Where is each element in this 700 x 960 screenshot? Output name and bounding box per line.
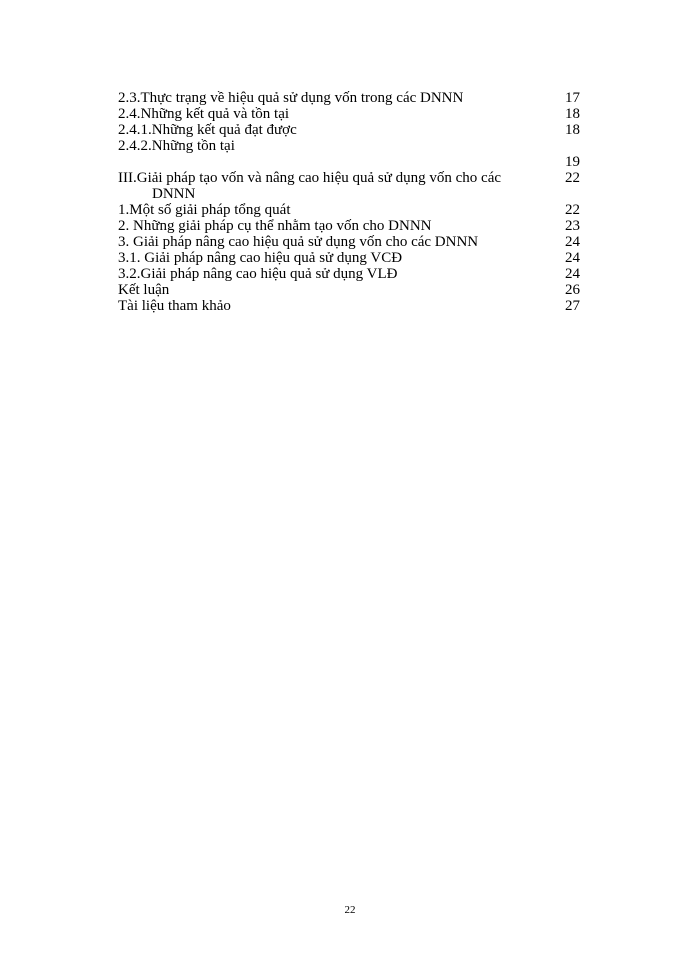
toc-entry-2-4-2 <box>118 138 588 170</box>
toc-entry-title-line1: III.Giải pháp tạo vốn và nâng cao hiệu quả sử dụng vốn cho các <box>118 170 502 186</box>
toc-entry-2-3 <box>118 90 588 106</box>
table-of-contents <box>118 90 588 314</box>
toc-entry-title: Kết luận <box>118 282 170 298</box>
toc-entry-title: 3. Giải pháp nâng cao hiệu quả sử dụng vốn cho các DNNN <box>118 234 479 250</box>
toc-entry-2 <box>118 218 588 234</box>
toc-entry-3-2 <box>118 266 588 282</box>
toc-entry-title: 2.4.Những kết quả và tồn tại <box>118 106 290 122</box>
toc-entry-3-1 <box>118 250 588 266</box>
toc-entry-page: 18 <box>565 106 580 122</box>
toc-entry-page: 27 <box>565 298 580 314</box>
toc-entry-title: 2.3.Thực trạng về hiệu quả sử dụng vốn trong các DNNN <box>118 90 464 106</box>
toc-entry-page: 24 <box>565 250 580 266</box>
toc-entry-title: 2.4.2.Những tồn tại <box>118 138 235 154</box>
toc-entry-title: 3.1. Giải pháp nâng cao hiệu quả sử dụng VCĐ <box>118 250 403 266</box>
toc-entry-page: 22 <box>565 170 580 186</box>
toc-entry-title <box>118 170 548 202</box>
toc-entry-page: 17 <box>565 90 580 106</box>
toc-entry-page: 23 <box>565 218 580 234</box>
toc-entry-title: 1.Một số giải pháp tổng quát <box>118 202 291 218</box>
toc-entry-page: 22 <box>565 202 580 218</box>
toc-entry-2-4-1 <box>118 122 588 138</box>
toc-entry-iii <box>118 170 588 202</box>
page-number: 22 <box>344 904 356 916</box>
toc-entry-page: 18 <box>565 122 580 138</box>
toc-entry-page: 19 <box>565 154 580 170</box>
toc-entry-tai-lieu <box>118 298 588 314</box>
toc-entry-ket-luan <box>118 282 588 298</box>
toc-entry-title: 2.4.1.Những kết quả đạt được <box>118 122 297 138</box>
toc-entry-page: 24 <box>565 234 580 250</box>
toc-entry-1 <box>118 202 588 218</box>
toc-entry-title: Tài liệu tham khảo <box>118 298 231 314</box>
toc-entry-3 <box>118 234 588 250</box>
toc-entry-2-4 <box>118 106 588 122</box>
toc-entry-title: 2. Những giải pháp cụ thể nhằm tạo vốn cho DNNN <box>118 218 432 234</box>
toc-entry-title: 3.2.Giải pháp nâng cao hiệu quả sử dụng VLĐ <box>118 266 398 282</box>
toc-entry-title-line2: DNNN <box>152 186 196 202</box>
toc-entry-page: 24 <box>565 266 580 282</box>
toc-entry-page: 26 <box>565 282 580 298</box>
